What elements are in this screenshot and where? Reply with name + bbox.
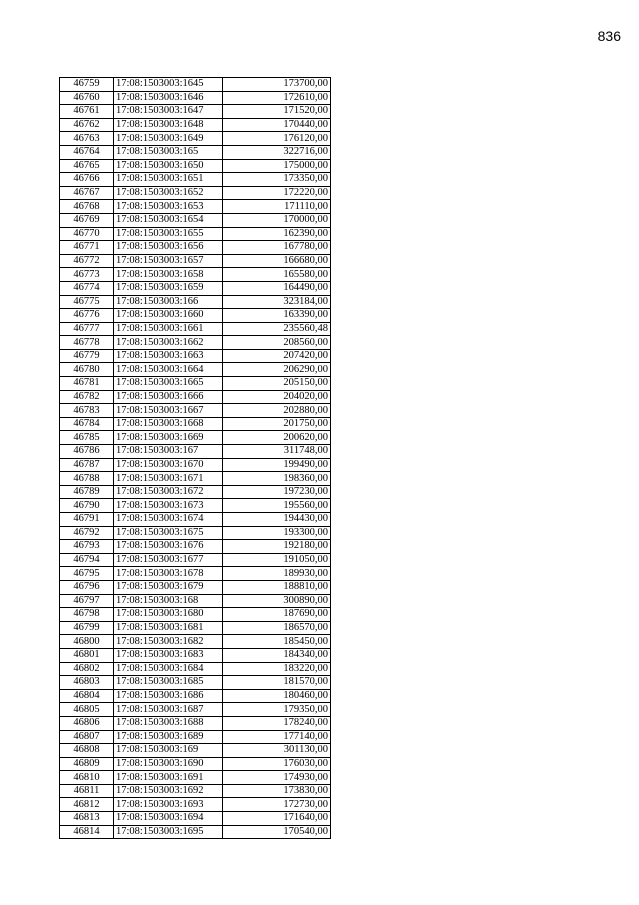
table-row (60, 553, 331, 567)
value-cell: 194430,00 (223, 513, 331, 527)
row-index-cell: 46783 (60, 404, 114, 418)
cadastral-number-cell: 17:08:1503003:1688 (114, 716, 223, 730)
row-index-cell: 46784 (60, 417, 114, 431)
row-index-cell: 46761 (60, 105, 114, 119)
cadastral-number-cell: 17:08:1503003:1665 (114, 377, 223, 391)
table-row (60, 377, 331, 391)
cadastral-number-cell: 17:08:1503003:1679 (114, 580, 223, 594)
cadastral-number-cell: 17:08:1503003:1650 (114, 159, 223, 173)
cadastral-number-cell: 17:08:1503003:1668 (114, 417, 223, 431)
table-row (60, 757, 331, 771)
cadastral-number-cell: 17:08:1503003:1661 (114, 322, 223, 336)
value-cell: 165580,00 (223, 268, 331, 282)
row-index-cell: 46813 (60, 812, 114, 826)
table-row (60, 281, 331, 295)
table-row (60, 159, 331, 173)
cadastral-number-cell: 17:08:1503003:1676 (114, 540, 223, 554)
row-index-cell: 46789 (60, 485, 114, 499)
value-cell: 186570,00 (223, 621, 331, 635)
table-row (60, 784, 331, 798)
value-cell: 179350,00 (223, 703, 331, 717)
value-cell: 206290,00 (223, 363, 331, 377)
table-row (60, 445, 331, 459)
value-cell: 163390,00 (223, 309, 331, 323)
cadastral-number-cell: 17:08:1503003:1683 (114, 648, 223, 662)
value-cell: 207420,00 (223, 349, 331, 363)
cadastral-number-cell: 17:08:1503003:1657 (114, 254, 223, 268)
row-index-cell: 46772 (60, 254, 114, 268)
cadastral-number-cell: 17:08:1503003:169 (114, 744, 223, 758)
table-row (60, 431, 331, 445)
cadastral-number-cell: 17:08:1503003:1680 (114, 608, 223, 622)
cadastral-number-cell: 17:08:1503003:1673 (114, 499, 223, 513)
table-row (60, 716, 331, 730)
table-row (60, 213, 331, 227)
table-row (60, 526, 331, 540)
row-index-cell: 46788 (60, 472, 114, 486)
row-index-cell: 46762 (60, 118, 114, 132)
value-cell: 174930,00 (223, 771, 331, 785)
table-row (60, 186, 331, 200)
cadastral-number-cell: 17:08:1503003:1689 (114, 730, 223, 744)
table-row (60, 336, 331, 350)
value-cell: 172730,00 (223, 798, 331, 812)
row-index-cell: 46807 (60, 730, 114, 744)
value-cell: 192180,00 (223, 540, 331, 554)
cadastral-number-cell: 17:08:1503003:1674 (114, 513, 223, 527)
row-index-cell: 46759 (60, 78, 114, 92)
cadastral-number-cell: 17:08:1503003:1666 (114, 390, 223, 404)
table-row (60, 540, 331, 554)
value-cell: 170440,00 (223, 118, 331, 132)
row-index-cell: 46792 (60, 526, 114, 540)
row-index-cell: 46800 (60, 635, 114, 649)
table-row (60, 513, 331, 527)
table-row (60, 580, 331, 594)
row-index-cell: 46769 (60, 213, 114, 227)
cadastral-number-cell: 17:08:1503003:1662 (114, 336, 223, 350)
row-index-cell: 46775 (60, 295, 114, 309)
row-index-cell: 46806 (60, 716, 114, 730)
table-row (60, 689, 331, 703)
cadastral-number-cell: 17:08:1503003:1671 (114, 472, 223, 486)
value-cell: 181570,00 (223, 676, 331, 690)
value-cell: 208560,00 (223, 336, 331, 350)
cadastral-number-cell: 17:08:1503003:1695 (114, 825, 223, 839)
value-cell: 199490,00 (223, 458, 331, 472)
cadastral-number-cell: 17:08:1503003:1646 (114, 91, 223, 105)
cadastral-number-cell: 17:08:1503003:1687 (114, 703, 223, 717)
cadastral-number-cell: 17:08:1503003:1651 (114, 173, 223, 187)
row-index-cell: 46776 (60, 309, 114, 323)
row-index-cell: 46809 (60, 757, 114, 771)
cadastral-number-cell: 17:08:1503003:1663 (114, 349, 223, 363)
table-row (60, 227, 331, 241)
table-row (60, 268, 331, 282)
value-cell: 322716,00 (223, 145, 331, 159)
cadastral-number-cell: 17:08:1503003:165 (114, 145, 223, 159)
value-cell: 171110,00 (223, 200, 331, 214)
cadastral-number-cell: 17:08:1503003:1652 (114, 186, 223, 200)
table-row (60, 390, 331, 404)
cadastral-number-cell: 17:08:1503003:1670 (114, 458, 223, 472)
value-cell: 191050,00 (223, 553, 331, 567)
table-row (60, 458, 331, 472)
table-row (60, 567, 331, 581)
value-cell: 172610,00 (223, 91, 331, 105)
value-cell: 178240,00 (223, 716, 331, 730)
table-row (60, 404, 331, 418)
row-index-cell: 46780 (60, 363, 114, 377)
value-cell: 197230,00 (223, 485, 331, 499)
row-index-cell: 46781 (60, 377, 114, 391)
row-index-cell: 46801 (60, 648, 114, 662)
table-row (60, 499, 331, 513)
cadastral-number-cell: 17:08:1503003:1649 (114, 132, 223, 146)
table-row (60, 771, 331, 785)
value-cell: 201750,00 (223, 417, 331, 431)
cadastral-number-cell: 17:08:1503003:1675 (114, 526, 223, 540)
table-row (60, 91, 331, 105)
row-index-cell: 46771 (60, 241, 114, 255)
cadastral-number-cell: 17:08:1503003:1681 (114, 621, 223, 635)
table-row (60, 349, 331, 363)
value-cell: 235560,48 (223, 322, 331, 336)
value-cell: 204020,00 (223, 390, 331, 404)
value-cell: 300890,00 (223, 594, 331, 608)
row-index-cell: 46760 (60, 91, 114, 105)
value-cell: 301130,00 (223, 744, 331, 758)
row-index-cell: 46812 (60, 798, 114, 812)
table-row (60, 798, 331, 812)
cadastral-number-cell: 17:08:1503003:1677 (114, 553, 223, 567)
row-index-cell: 46794 (60, 553, 114, 567)
row-index-cell: 46774 (60, 281, 114, 295)
row-index-cell: 46766 (60, 173, 114, 187)
cadastral-number-cell: 17:08:1503003:1693 (114, 798, 223, 812)
table-row (60, 485, 331, 499)
row-index-cell: 46786 (60, 445, 114, 459)
value-cell: 193300,00 (223, 526, 331, 540)
data-table (59, 77, 331, 839)
cadastral-number-cell: 17:08:1503003:1686 (114, 689, 223, 703)
value-cell: 180460,00 (223, 689, 331, 703)
table-row (60, 730, 331, 744)
cadastral-number-cell: 17:08:1503003:1656 (114, 241, 223, 255)
table-row (60, 621, 331, 635)
value-cell: 176120,00 (223, 132, 331, 146)
row-index-cell: 46814 (60, 825, 114, 839)
value-cell: 205150,00 (223, 377, 331, 391)
row-index-cell: 46785 (60, 431, 114, 445)
row-index-cell: 46770 (60, 227, 114, 241)
row-index-cell: 46810 (60, 771, 114, 785)
cadastral-number-cell: 17:08:1503003:1685 (114, 676, 223, 690)
row-index-cell: 46799 (60, 621, 114, 635)
value-cell: 173830,00 (223, 784, 331, 798)
row-index-cell: 46790 (60, 499, 114, 513)
cadastral-number-cell: 17:08:1503003:1655 (114, 227, 223, 241)
table-row (60, 676, 331, 690)
cadastral-number-cell: 17:08:1503003:1684 (114, 662, 223, 676)
value-cell: 187690,00 (223, 608, 331, 622)
row-index-cell: 46803 (60, 676, 114, 690)
cadastral-number-cell: 17:08:1503003:1682 (114, 635, 223, 649)
row-index-cell: 46791 (60, 513, 114, 527)
row-index-cell: 46787 (60, 458, 114, 472)
row-index-cell: 46808 (60, 744, 114, 758)
table-body (60, 78, 331, 839)
table-row (60, 295, 331, 309)
cadastral-number-cell: 17:08:1503003:1654 (114, 213, 223, 227)
table-row (60, 608, 331, 622)
value-cell: 175000,00 (223, 159, 331, 173)
value-cell: 177140,00 (223, 730, 331, 744)
value-cell: 171520,00 (223, 105, 331, 119)
table-row (60, 744, 331, 758)
table-row (60, 635, 331, 649)
cadastral-number-cell: 17:08:1503003:1647 (114, 105, 223, 119)
table-row (60, 78, 331, 92)
value-cell: 183220,00 (223, 662, 331, 676)
value-cell: 172220,00 (223, 186, 331, 200)
value-cell: 164490,00 (223, 281, 331, 295)
row-index-cell: 46773 (60, 268, 114, 282)
row-index-cell: 46777 (60, 322, 114, 336)
value-cell: 198360,00 (223, 472, 331, 486)
table-row (60, 594, 331, 608)
row-index-cell: 46804 (60, 689, 114, 703)
cadastral-number-cell: 17:08:1503003:1648 (114, 118, 223, 132)
row-index-cell: 46795 (60, 567, 114, 581)
row-index-cell: 46793 (60, 540, 114, 554)
value-cell: 184340,00 (223, 648, 331, 662)
row-index-cell: 46802 (60, 662, 114, 676)
row-index-cell: 46811 (60, 784, 114, 798)
value-cell: 171640,00 (223, 812, 331, 826)
table-row (60, 812, 331, 826)
cadastral-number-cell: 17:08:1503003:1659 (114, 281, 223, 295)
table-row (60, 363, 331, 377)
row-index-cell: 46767 (60, 186, 114, 200)
cadastral-number-cell: 17:08:1503003:1645 (114, 78, 223, 92)
row-index-cell: 46778 (60, 336, 114, 350)
table-row (60, 118, 331, 132)
value-cell: 188810,00 (223, 580, 331, 594)
cadastral-number-cell: 17:08:1503003:1672 (114, 485, 223, 499)
value-cell: 176030,00 (223, 757, 331, 771)
table-row (60, 173, 331, 187)
row-index-cell: 46798 (60, 608, 114, 622)
table-row (60, 825, 331, 839)
cadastral-number-cell: 17:08:1503003:1692 (114, 784, 223, 798)
row-index-cell: 46782 (60, 390, 114, 404)
table-row (60, 309, 331, 323)
cadastral-number-cell: 17:08:1503003:1664 (114, 363, 223, 377)
row-index-cell: 46797 (60, 594, 114, 608)
table-row (60, 662, 331, 676)
page-number: 836 (597, 28, 621, 44)
value-cell: 195560,00 (223, 499, 331, 513)
row-index-cell: 46768 (60, 200, 114, 214)
table-row (60, 254, 331, 268)
table-row (60, 105, 331, 119)
value-cell: 170540,00 (223, 825, 331, 839)
row-index-cell: 46763 (60, 132, 114, 146)
row-index-cell: 46764 (60, 145, 114, 159)
cadastral-number-cell: 17:08:1503003:1653 (114, 200, 223, 214)
value-cell: 166680,00 (223, 254, 331, 268)
table-row (60, 132, 331, 146)
cadastral-number-cell: 17:08:1503003:166 (114, 295, 223, 309)
value-cell: 311748,00 (223, 445, 331, 459)
row-index-cell: 46779 (60, 349, 114, 363)
cadastral-number-cell: 17:08:1503003:1690 (114, 757, 223, 771)
value-cell: 167780,00 (223, 241, 331, 255)
value-cell: 189930,00 (223, 567, 331, 581)
cadastral-number-cell: 17:08:1503003:168 (114, 594, 223, 608)
value-cell: 200620,00 (223, 431, 331, 445)
cadastral-number-cell: 17:08:1503003:1660 (114, 309, 223, 323)
cadastral-number-cell: 17:08:1503003:1694 (114, 812, 223, 826)
value-cell: 185450,00 (223, 635, 331, 649)
table-row (60, 200, 331, 214)
table-row (60, 322, 331, 336)
row-index-cell: 46805 (60, 703, 114, 717)
row-index-cell: 46765 (60, 159, 114, 173)
cadastral-number-cell: 17:08:1503003:1658 (114, 268, 223, 282)
table-row (60, 472, 331, 486)
table-row (60, 241, 331, 255)
cadastral-number-cell: 17:08:1503003:1669 (114, 431, 223, 445)
table-row (60, 703, 331, 717)
row-index-cell: 46796 (60, 580, 114, 594)
value-cell: 173350,00 (223, 173, 331, 187)
value-cell: 323184,00 (223, 295, 331, 309)
cadastral-number-cell: 17:08:1503003:1691 (114, 771, 223, 785)
value-cell: 170000,00 (223, 213, 331, 227)
value-cell: 162390,00 (223, 227, 331, 241)
cadastral-number-cell: 17:08:1503003:1667 (114, 404, 223, 418)
value-cell: 173700,00 (223, 78, 331, 92)
cadastral-number-cell: 17:08:1503003:167 (114, 445, 223, 459)
value-cell: 202880,00 (223, 404, 331, 418)
cadastral-number-cell: 17:08:1503003:1678 (114, 567, 223, 581)
table-row (60, 417, 331, 431)
table-row (60, 648, 331, 662)
table-row (60, 145, 331, 159)
